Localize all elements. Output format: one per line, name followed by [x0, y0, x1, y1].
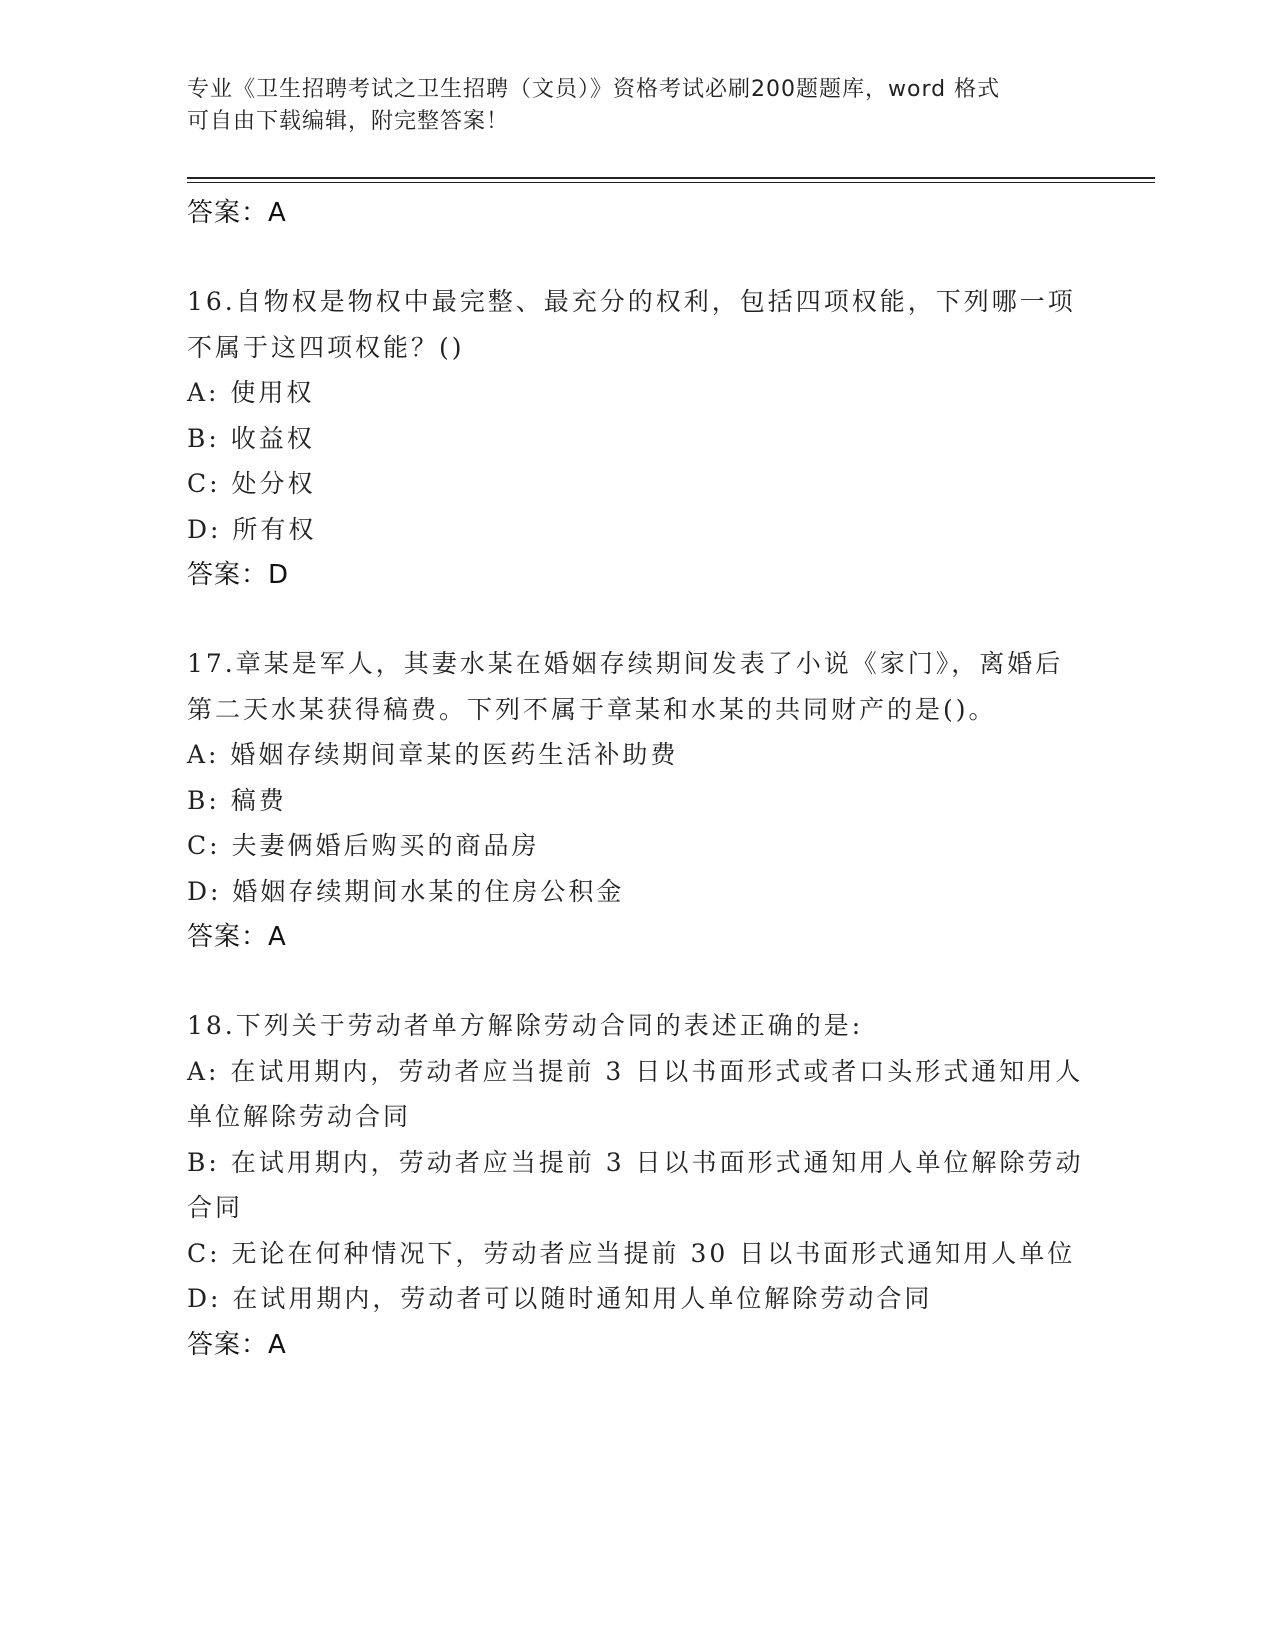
option-c: C: 夫妻俩婚后购买的商品房 [187, 831, 540, 860]
answer-15: 答案：A [187, 198, 287, 228]
option-c: C: 无论在何种情况下，劳动者应当提前 30 日以书面形式通知用人单位 [187, 1238, 1076, 1268]
option-b: B: 在试用期内，劳动者应当提前 3 日以书面形式通知用人单位解除劳动合同 [187, 1147, 1084, 1222]
question-17 [187, 641, 1087, 960]
header-line-2: 可自由下载编辑，附完整答案！ [187, 109, 510, 134]
header-line-1: 专业《卫生招聘考试之卫生招聘（文员）》资格考试必刷200题题库，word 格式 [187, 77, 1001, 102]
question-text: 17.章某是军人，其妻水某在婚姻存续期间发表了小说《家门》，离婚后第二天水某获得稿费。下列不属于章某和水某的共同财产的是()。 [187, 649, 1064, 724]
document-body [187, 190, 1087, 1368]
option-a: A: 婚姻存续期间章某的医药生活补助费 [187, 740, 679, 769]
question-18 [187, 1003, 1087, 1368]
option-b: B: 收益权 [187, 423, 315, 453]
question-text: 18.下列关于劳动者单方解除劳动合同的表述正确的是: [187, 1011, 864, 1040]
option-c: C: 处分权 [187, 469, 316, 498]
question-16 [187, 279, 1087, 598]
page-header [187, 74, 1067, 138]
header-divider [187, 177, 1155, 179]
option-d: D: 所有权 [187, 514, 317, 544]
option-a: A: 使用权 [187, 378, 315, 407]
option-d: D: 婚姻存续期间水某的住房公积金 [187, 876, 625, 906]
question-text: 16.自物权是物权中最完整、最充分的权利，包括四项权能，下列哪一项不属于这四项权能？() [187, 287, 1076, 362]
option-b: B: 稿费 [187, 785, 287, 815]
header-divider-thin [187, 182, 1155, 183]
answer: 答案：A [187, 922, 287, 952]
answer: 答案：D [187, 560, 290, 590]
option-a: A: 在试用期内，劳动者应当提前 3 日以书面形式或者口头形式通知用人单位解除劳动合同 [187, 1056, 1084, 1131]
option-d: D: 在试用期内，劳动者可以随时通知用人单位解除劳动合同 [187, 1284, 933, 1313]
answer: 答案：A [187, 1329, 287, 1360]
